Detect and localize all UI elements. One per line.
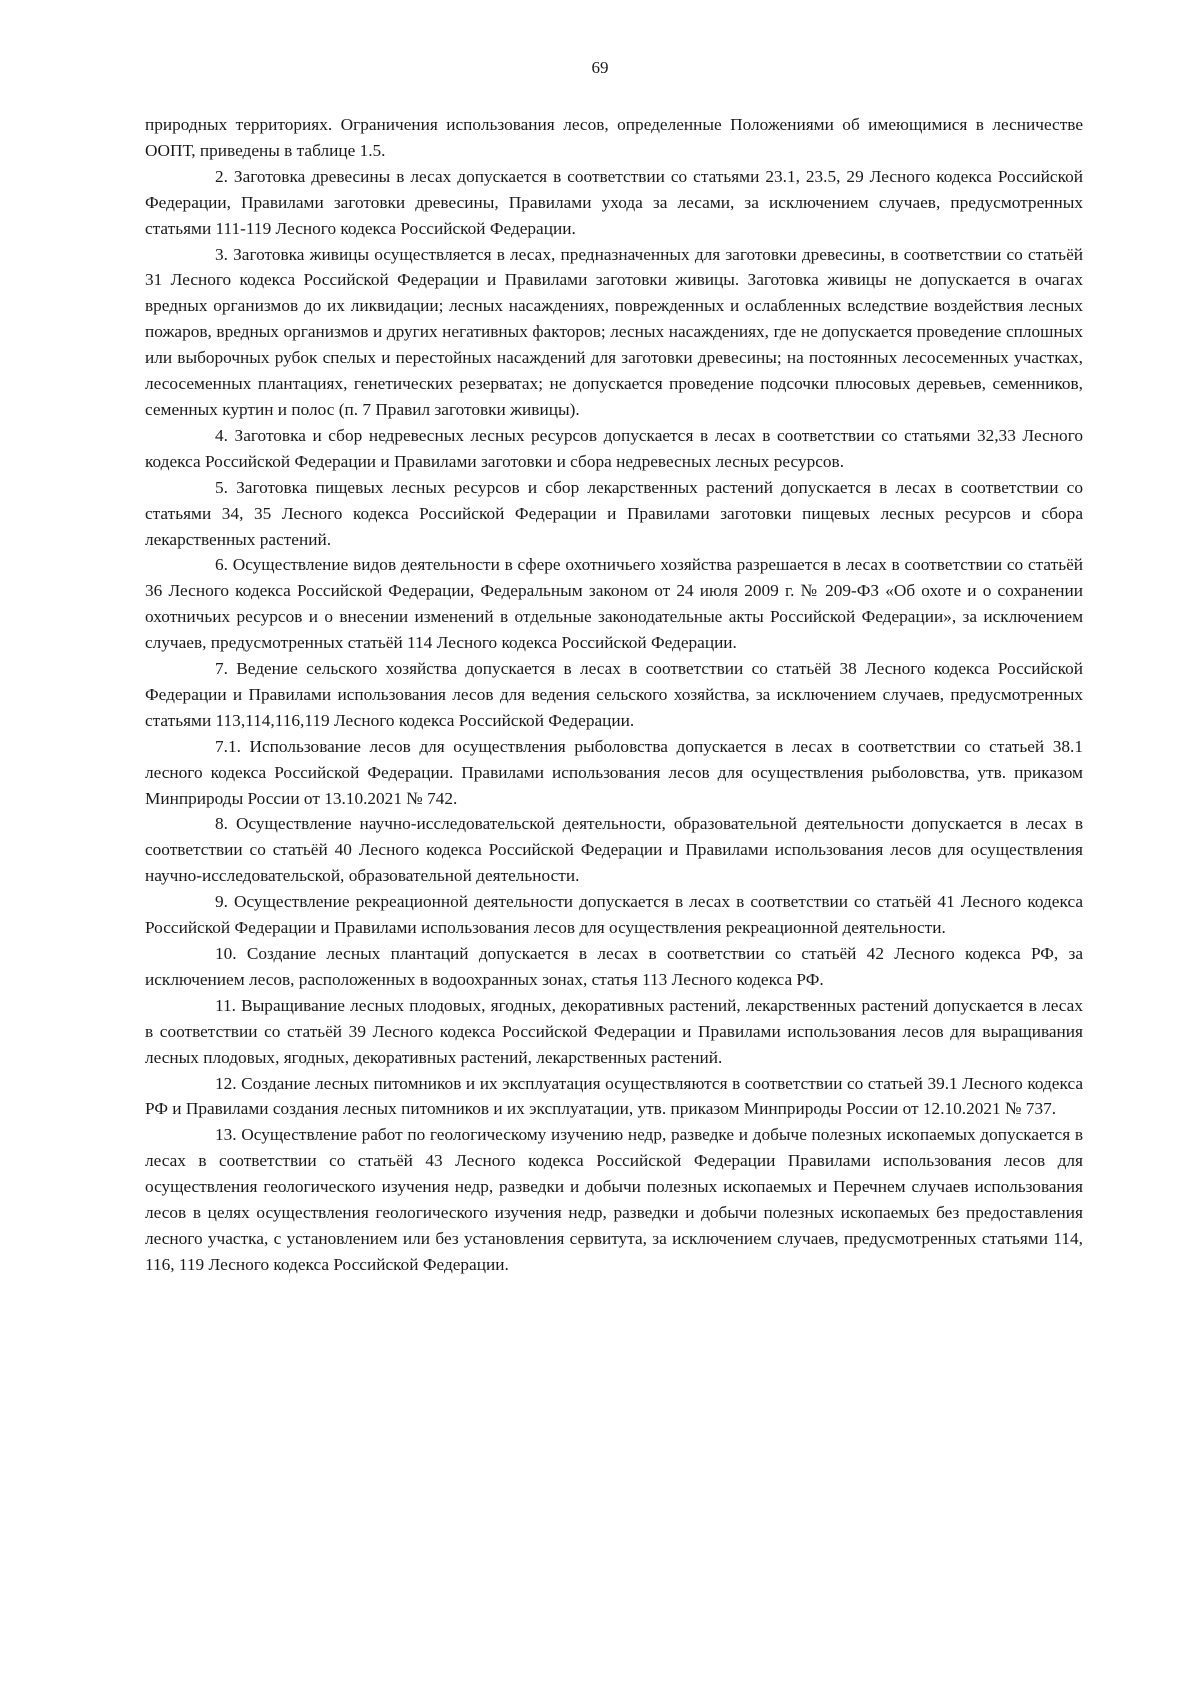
paragraph-12-nurseries: 12. Создание лесных питомников и их эксплуатация осуществляются в соответствии со статьей 39.1 Лесного кодекса РФ и Правилами создания лесных питомников и их эксплуатации, утв. приказом Минприроды России от 12.10.2021 № 737.	[145, 1073, 1083, 1119]
paragraph-11-cultivation: 11. Выращивание лесных плодовых, ягодных, декоративных растений, лекарственных растений допускается в лесах в соответствии со статьёй 39 Лесного кодекса Российской Федерации и Правилами использования лесов для выращивания лесных плодовых, ягодных, декоративных растений, лекарственных растений.	[145, 995, 1083, 1067]
paragraph-7-agriculture: 7. Ведение сельского хозяйства допускается в лесах в соответствии со статьёй 38 Лесного кодекса Российской Федерации и Правилами использования лесов для ведения сельского хозяйства, за исключением случаев, предусмотренных статьями 113,114,116,119 Лесного кодекса Российской Федерации.	[145, 659, 1083, 730]
paragraph-10-plantations: 10. Создание лесных плантаций допускается в лесах в соответствии со статьёй 42 Лесного кодекса РФ, за исключением лесов, расположенных в водоохранных зонах, статья 113 Лесного кодекса РФ.	[145, 944, 1083, 989]
paragraph-8-research: 8. Осуществление научно-исследовательской деятельности, образовательной деятельности допускается в лесах в соответствии со статьёй 40 Лесного кодекса Российской Федерации и Правилами использования лесов для осуществления научно-исследовательской, образовательной деятельности.	[145, 814, 1083, 886]
document-body	[145, 112, 1083, 1278]
paragraph-5-food-resources: 5. Заготовка пищевых лесных ресурсов и сбор лекарственных растений допускается в лесах в соответствии со статьями 34, 35 Лесного кодекса Российской Федерации и Правилами заготовки пищевых лесных ресурсов и сбора лекарственных растений.	[145, 477, 1083, 549]
paragraph-13-geology: 13. Осуществление работ по геологическому изучению недр, разведке и добыче полезных ископаемых допускается в лесах в соответствии со статьёй 43 Лесного кодекса Российской Федерации Правилами использования лесов для осуществления геологического изучения недр, разведки и добычи полезных ископаемых и Перечнем случаев использования лесов в целях осуществления геологического изучения недр, разведки и добычи полезных ископаемых без предоставления лесного участка, с установлением или без установления сервитута, за исключением случаев, предусмотренных статьями 114, 116, 119 Лесного кодекса Российской Федерации.	[145, 1125, 1083, 1274]
paragraph-6-hunting: 6. Осуществление видов деятельности в сфере охотничьего хозяйства разрешается в лесах в соответствии со статьёй 36 Лесного кодекса Российской Федерации, Федеральным законом от 24 июля 2009 г. № 209-ФЗ «Об охоте и о сохранении охотничьих ресурсов и о внесении изменений в отдельные законодательные акты Российской Федерации», за исключением случаев, предусмотренных статьёй 114 Лесного кодекса Российской Федерации.	[145, 555, 1083, 653]
paragraph-9-recreation: 9. Осуществление рекреационной деятельности допускается в лесах в соответствии со статьёй 41 Лесного кодекса Российской Федерации и Правилами использования лесов для осуществления рекреационной деятельности.	[145, 892, 1083, 938]
page-number: 69	[591, 58, 609, 77]
paragraph-4-non-timber-resources: 4. Заготовка и сбор недревесных лесных ресурсов допускается в лесах в соответствии со статьями 32,33 Лесного кодекса Российской Федерации и Правилами заготовки и сбора недревесных лесных ресурсов.	[145, 425, 1083, 471]
paragraph-continuation: природных территориях. Ограничения использования лесов, определенные Положениями об имеющимися в лесничестве ООПТ, приведены в таблице 1.5.	[145, 115, 1083, 160]
paragraph-3-resin-harvesting: 3. Заготовка живицы осуществляется в лесах, предназначенных для заготовки древесины, в соответствии со статьёй 31 Лесного кодекса Российской Федерации и Правилами заготовки живицы. Заготовка живицы не допускается в очагах вредных организмов до их ликвидации; лесных насаждениях, поврежденных и ослабленных вследствие воздействия лесных пожаров, вредных организмов и других негативных факторов; лесных насаждениях, где не допускается проведение сплошных или выборочных рубок спелых и перестойных насаждений для заготовки древесины; на постоянных лесосеменных участках, лесосеменных плантациях, генетических резерватах; не допускается проведение подсочки плюсовых деревьев, семенников, семенных куртин и полос (п. 7 Правил заготовки живицы).	[145, 244, 1083, 419]
paragraph-2-timber-harvesting: 2. Заготовка древесины в лесах допускается в соответствии со статьями 23.1, 23.5, 29 Лесного кодекса Российской Федерации, Правилами заготовки древесины, Правилами ухода за лесами, за исключением случаев, предусмотренных статьями 111-119 Лесного кодекса Российской Федерации.	[145, 166, 1083, 238]
paragraph-7-1-fishing: 7.1. Использование лесов для осуществления рыболовства допускается в лесах в соответствии со статьей 38.1 лесного кодекса Российской Федерации. Правилами использования лесов для осуществления рыболовства, утв. приказом Минприроды России от 13.10.2021 № 742.	[145, 736, 1083, 808]
